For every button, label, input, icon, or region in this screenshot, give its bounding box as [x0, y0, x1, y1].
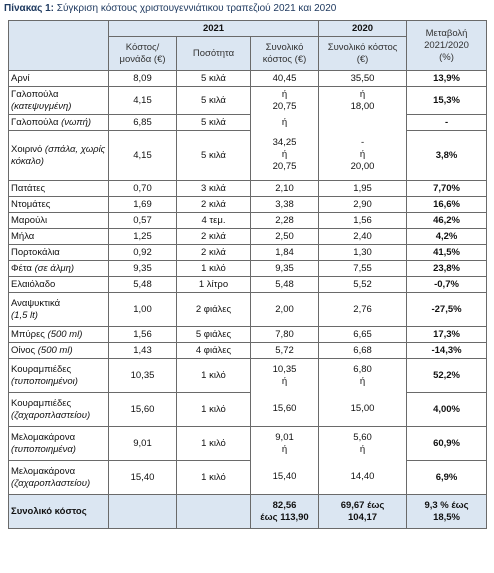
change-percent: 7,70%	[407, 181, 487, 197]
change-percent: 41,5%	[407, 245, 487, 261]
caption-label: Πίνακας 1:	[4, 3, 54, 14]
total-row	[9, 495, 487, 529]
item-name: Μελομακάρονα (ζαχαροπλαστείου)	[9, 461, 109, 495]
header-cost-unit: Κόστος/ μονάδα (€)	[109, 37, 177, 71]
quantity: 1 κιλό	[177, 359, 251, 393]
total-2021: 82,56 έως 113,90	[251, 495, 319, 529]
table-row	[9, 261, 487, 277]
table-row	[9, 115, 487, 131]
total-2020: 2,40	[319, 229, 407, 245]
total-change: 9,3 % έως 18,5%	[407, 495, 487, 529]
item-name: Ντομάτες	[9, 197, 109, 213]
total-2021: 2,28	[251, 213, 319, 229]
change-percent: 15,3%	[407, 87, 487, 115]
total-label: Συνολικό κόστος	[9, 495, 109, 529]
total-2020: 2,76	[319, 293, 407, 327]
total-2021: 5,48	[251, 277, 319, 293]
change-percent: -0,7%	[407, 277, 487, 293]
total-2020: 15,00	[319, 393, 407, 427]
quantity: 5 κιλά	[177, 131, 251, 181]
total-2020: 6,65	[319, 327, 407, 343]
total-2021: 9,35	[251, 261, 319, 277]
total-2020: 6,68	[319, 343, 407, 359]
table-row	[9, 359, 487, 393]
total-2021: 1,84	[251, 245, 319, 261]
quantity: 5 κιλά	[177, 87, 251, 115]
table-row	[9, 245, 487, 261]
table-row	[9, 181, 487, 197]
table-row	[9, 131, 487, 181]
table-row	[9, 197, 487, 213]
total-2021: 3,38	[251, 197, 319, 213]
table-row	[9, 327, 487, 343]
total-blank-cell	[109, 495, 177, 529]
change-percent: 16,6%	[407, 197, 487, 213]
item-name: Γαλοπούλα (κατεψυγμένη)	[9, 87, 109, 115]
unit-cost: 6,85	[109, 115, 177, 131]
total-2021: 15,60	[251, 393, 319, 427]
total-2021: 5,72	[251, 343, 319, 359]
unit-cost: 1,56	[109, 327, 177, 343]
item-name: Οίνος (500 ml)	[9, 343, 109, 359]
quantity: 1 κιλό	[177, 461, 251, 495]
unit-cost: 5,48	[109, 277, 177, 293]
unit-cost: 4,15	[109, 87, 177, 115]
unit-cost: 9,01	[109, 427, 177, 461]
total-2020: 5,60 ή	[319, 427, 407, 461]
change-percent: 52,2%	[407, 359, 487, 393]
item-name: Κουραμπιέδες (ζαχαροπλαστείου)	[9, 393, 109, 427]
item-name: Αναψυκτικά (1,5 lt)	[9, 293, 109, 327]
quantity: 3 κιλά	[177, 181, 251, 197]
quantity: 4 τεμ.	[177, 213, 251, 229]
table-caption	[4, 3, 492, 14]
cost-comparison-table	[8, 20, 487, 529]
quantity: 1 κιλό	[177, 261, 251, 277]
total-2020: 2,90	[319, 197, 407, 213]
change-percent: 6,9%	[407, 461, 487, 495]
header-change: Μεταβολή 2021/2020 (%)	[407, 21, 487, 71]
quantity: 4 φιάλες	[177, 343, 251, 359]
table-row	[9, 71, 487, 87]
total-2021: 2,10	[251, 181, 319, 197]
item-name: Ελαιόλαδο	[9, 277, 109, 293]
total-2020: 1,95	[319, 181, 407, 197]
quantity: 1 λίτρο	[177, 277, 251, 293]
quantity: 5 φιάλες	[177, 327, 251, 343]
change-percent: 46,2%	[407, 213, 487, 229]
total-2020: 35,50	[319, 71, 407, 87]
total-2020: 7,55	[319, 261, 407, 277]
item-name: Πατάτες	[9, 181, 109, 197]
header-blank-cell	[9, 21, 109, 71]
unit-cost: 1,00	[109, 293, 177, 327]
change-percent: 13,9%	[407, 71, 487, 87]
item-name: Αρνί	[9, 71, 109, 87]
header-year-2020: 2020	[319, 21, 407, 37]
table-row	[9, 277, 487, 293]
table-row	[9, 87, 487, 115]
change-percent: 23,8%	[407, 261, 487, 277]
item-name: Μαρούλι	[9, 213, 109, 229]
table-row	[9, 343, 487, 359]
change-percent: 3,8%	[407, 131, 487, 181]
total-2020: 1,30	[319, 245, 407, 261]
header-row-years	[9, 21, 487, 37]
change-percent: 4,00%	[407, 393, 487, 427]
header-year-2021: 2021	[109, 21, 319, 37]
table-row	[9, 393, 487, 427]
header-total-2020: Συνολικό κόστος (€)	[319, 37, 407, 71]
change-percent: -27,5%	[407, 293, 487, 327]
table-row	[9, 229, 487, 245]
item-name: Φέτα (σε άλμη)	[9, 261, 109, 277]
item-name: Γαλοπούλα (νωπή)	[9, 115, 109, 131]
unit-cost: 1,43	[109, 343, 177, 359]
caption-text: Σύγκριση κόστους χριστουγεννιάτικου τραπεζιού 2021 και 2020	[56, 3, 337, 14]
total-blank-cell	[177, 495, 251, 529]
table-row	[9, 293, 487, 327]
change-percent: 4,2%	[407, 229, 487, 245]
total-2021: 9,01 ή	[251, 427, 319, 461]
quantity: 2 φιάλες	[177, 293, 251, 327]
unit-cost: 15,40	[109, 461, 177, 495]
header-quantity: Ποσότητα	[177, 37, 251, 71]
change-percent: 17,3%	[407, 327, 487, 343]
unit-cost: 1,69	[109, 197, 177, 213]
table-row	[9, 427, 487, 461]
quantity: 2 κιλά	[177, 197, 251, 213]
item-name: Κουραμπιέδες (τυποποιημένοι)	[9, 359, 109, 393]
total-2021: 2,00	[251, 293, 319, 327]
item-name: Μπύρες (500 ml)	[9, 327, 109, 343]
total-2021: 10,35 ή	[251, 359, 319, 393]
table-row	[9, 213, 487, 229]
total-2020: 1,56	[319, 213, 407, 229]
unit-cost: 4,15	[109, 131, 177, 181]
total-2021: 7,80	[251, 327, 319, 343]
unit-cost: 0,70	[109, 181, 177, 197]
unit-cost: 0,57	[109, 213, 177, 229]
quantity: 2 κιλά	[177, 245, 251, 261]
total-2021: 15,40	[251, 461, 319, 495]
quantity: 2 κιλά	[177, 229, 251, 245]
item-name: Μήλα	[9, 229, 109, 245]
total-2020: 6,80 ή	[319, 359, 407, 393]
total-2020: - ή 20,00	[319, 131, 407, 181]
header-total-2021: Συνολικό κόστος (€)	[251, 37, 319, 71]
total-2021: 34,25 ή 20,75	[251, 131, 319, 181]
total-2020: 69,67 έως 104,17	[319, 495, 407, 529]
change-percent: 60,9%	[407, 427, 487, 461]
quantity: 5 κιλά	[177, 71, 251, 87]
change-percent: -	[407, 115, 487, 131]
total-2021: ή 20,75	[251, 87, 319, 115]
table-row	[9, 461, 487, 495]
item-name: Χοιρινό (σπάλα, χωρίς κόκαλο)	[9, 131, 109, 181]
unit-cost: 15,60	[109, 393, 177, 427]
unit-cost: 0,92	[109, 245, 177, 261]
quantity: 1 κιλό	[177, 427, 251, 461]
total-2021: 40,45	[251, 71, 319, 87]
unit-cost: 9,35	[109, 261, 177, 277]
total-2020: 14,40	[319, 461, 407, 495]
change-percent: -14,3%	[407, 343, 487, 359]
total-2020	[319, 115, 407, 131]
quantity: 5 κιλά	[177, 115, 251, 131]
item-name: Μελομακάρονα (τυποποιημένα)	[9, 427, 109, 461]
unit-cost: 1,25	[109, 229, 177, 245]
quantity: 1 κιλό	[177, 393, 251, 427]
total-2020: ή 18,00	[319, 87, 407, 115]
total-2021: ή	[251, 115, 319, 131]
unit-cost: 10,35	[109, 359, 177, 393]
item-name: Πορτοκάλια	[9, 245, 109, 261]
total-2021: 2,50	[251, 229, 319, 245]
unit-cost: 8,09	[109, 71, 177, 87]
total-2020: 5,52	[319, 277, 407, 293]
